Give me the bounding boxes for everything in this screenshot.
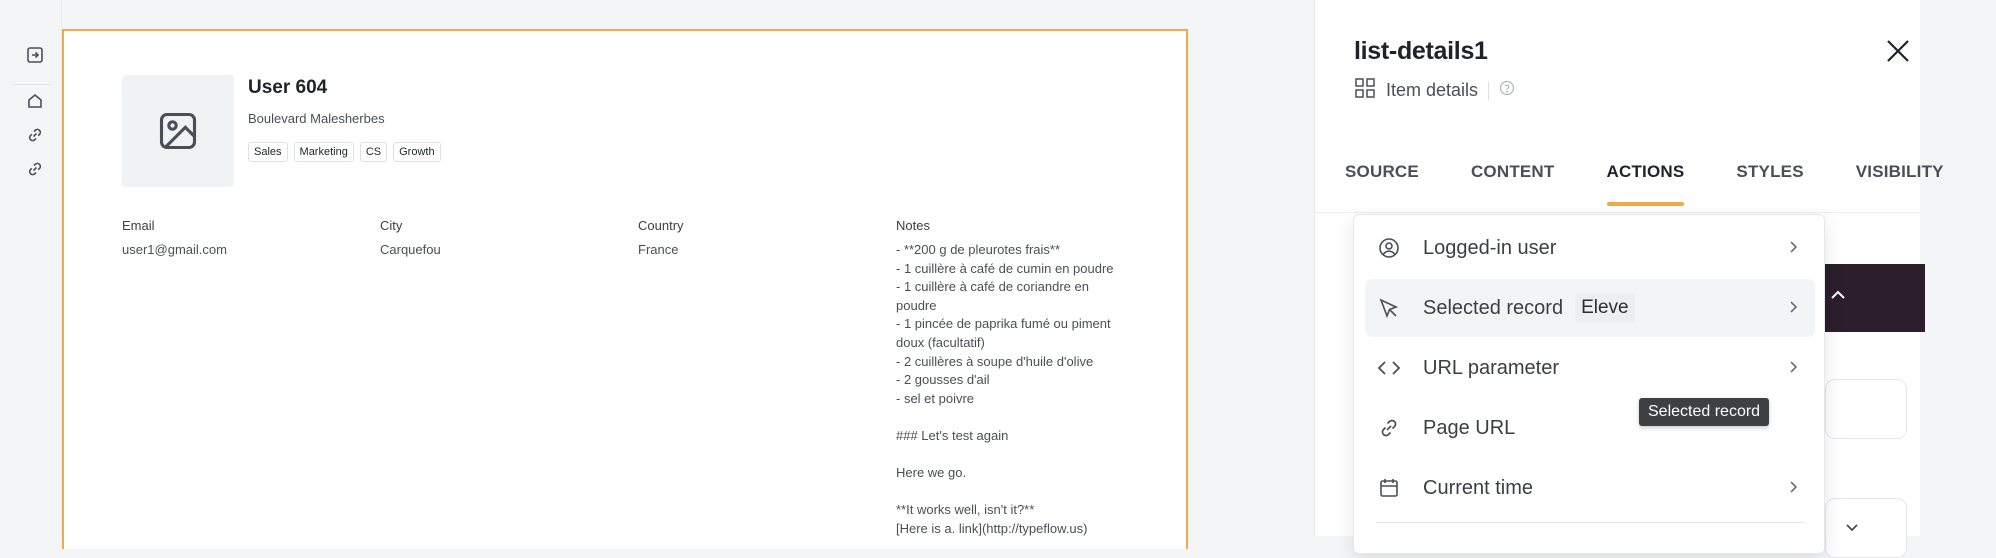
notes-line [896, 483, 1136, 502]
menu-item-label: Page URL [1423, 416, 1516, 439]
menu-item-current-time[interactable] [1365, 459, 1815, 517]
notes-line: poudre [896, 297, 937, 313]
link-icon[interactable] [19, 119, 51, 151]
notes-text [896, 241, 1136, 539]
tooltip: Selected record [1639, 398, 1769, 426]
notes-line: - 1 cuillère à café de coriandre en [896, 279, 1089, 295]
menu-item-label: Logged-in user [1423, 236, 1557, 259]
notes-line [896, 408, 1136, 427]
home-icon[interactable] [19, 85, 51, 117]
tab-styles[interactable]: STYLES [1736, 162, 1804, 181]
select-field-partial[interactable] [1825, 498, 1907, 558]
notes-field [896, 218, 1136, 539]
menu-item-url-parameter[interactable] [1365, 339, 1815, 397]
record-address: Boulevard Malesherbes [248, 111, 385, 126]
tabs-divider [1315, 212, 1921, 213]
email-label: Email [122, 218, 155, 233]
notes-line: - 2 cuillères à soupe d'huile d'olive [896, 353, 1094, 369]
tag: Marketing [294, 142, 354, 162]
exit-icon[interactable] [19, 39, 51, 71]
country-value: France [638, 242, 679, 257]
country-field [638, 218, 684, 257]
user-circle-icon [1377, 236, 1401, 260]
city-field [380, 218, 441, 257]
data-source-menu [1353, 214, 1825, 554]
menu-item-selected-record[interactable] [1365, 279, 1815, 337]
link-icon[interactable] [19, 153, 51, 185]
notes-line: - 1 cuillère à café de cumin en poudre [896, 260, 1114, 276]
tag: Growth [393, 142, 440, 162]
close-icon[interactable] [1885, 38, 1911, 64]
input-field-partial[interactable] [1825, 379, 1907, 439]
panel-subtitle [1354, 77, 1515, 104]
tab-source[interactable]: SOURCE [1345, 162, 1419, 181]
panel-tabs [1345, 162, 1996, 208]
email-field [122, 218, 227, 257]
help-icon[interactable] [1499, 80, 1515, 101]
notes-line: **It works well, isn't it?** [896, 502, 1035, 518]
notes-label: Notes [896, 218, 930, 233]
country-label: Country [638, 218, 684, 233]
chevron-down-icon [1844, 519, 1860, 540]
tab-visibility[interactable]: VISIBILITY [1855, 162, 1944, 181]
menu-item-logged-in-user[interactable] [1365, 219, 1815, 277]
link-icon [1377, 416, 1401, 440]
notes-line: Here we go. [896, 465, 967, 481]
left-rail [0, 0, 62, 536]
divider [1488, 82, 1489, 100]
record-badge: Eleve [1575, 294, 1635, 322]
chevron-right-icon [1785, 299, 1801, 320]
menu-item-label: URL parameter [1423, 356, 1559, 379]
menu-item-label: Current time [1423, 476, 1534, 499]
panel-title: list-details1 [1354, 37, 1488, 65]
tag: Sales [248, 142, 288, 162]
notes-line: - 2 gousses d'ail [896, 372, 990, 388]
notes-line: - **200 g de pleurotes frais** [896, 242, 1061, 257]
email-value: user1@gmail.com [122, 242, 227, 257]
notes-line: - sel et poivre [896, 390, 975, 406]
city-value: Carquefou [380, 242, 441, 257]
notes-line [896, 446, 1136, 465]
notes-line: - 1 pincée de paprika fumé ou piment [896, 316, 1111, 332]
menu-divider [1376, 522, 1804, 523]
city-label: City [380, 218, 403, 233]
subtitle-label: Item details [1386, 80, 1479, 100]
menu-item-label: Selected record [1423, 296, 1564, 319]
chevron-right-icon [1785, 239, 1801, 260]
properties-panel [1314, 0, 1944, 536]
chevron-right-icon [1785, 479, 1801, 500]
tab-content[interactable]: CONTENT [1470, 162, 1555, 181]
editor-canvas [62, 0, 1314, 536]
image-placeholder [122, 75, 234, 187]
tag-list [248, 142, 441, 162]
calendar-icon [1377, 476, 1401, 500]
record-title: User 604 [248, 77, 328, 98]
chevron-right-icon [1785, 359, 1801, 380]
grid-icon [1354, 77, 1376, 104]
notes-line: doux (facultatif) [896, 334, 985, 350]
cursor-arrow-icon [1377, 296, 1401, 320]
image-icon [156, 109, 200, 153]
code-brackets-icon [1377, 356, 1401, 380]
tag: CS [360, 142, 387, 162]
notes-line: ### Let's test again [896, 427, 1009, 443]
tab-actions[interactable]: ACTIONS [1607, 162, 1685, 208]
chevron-up-icon [1829, 286, 1847, 309]
notes-line: [Here is a. link](http://typeflow.us) [896, 520, 1088, 536]
list-details-card[interactable] [62, 29, 1188, 549]
